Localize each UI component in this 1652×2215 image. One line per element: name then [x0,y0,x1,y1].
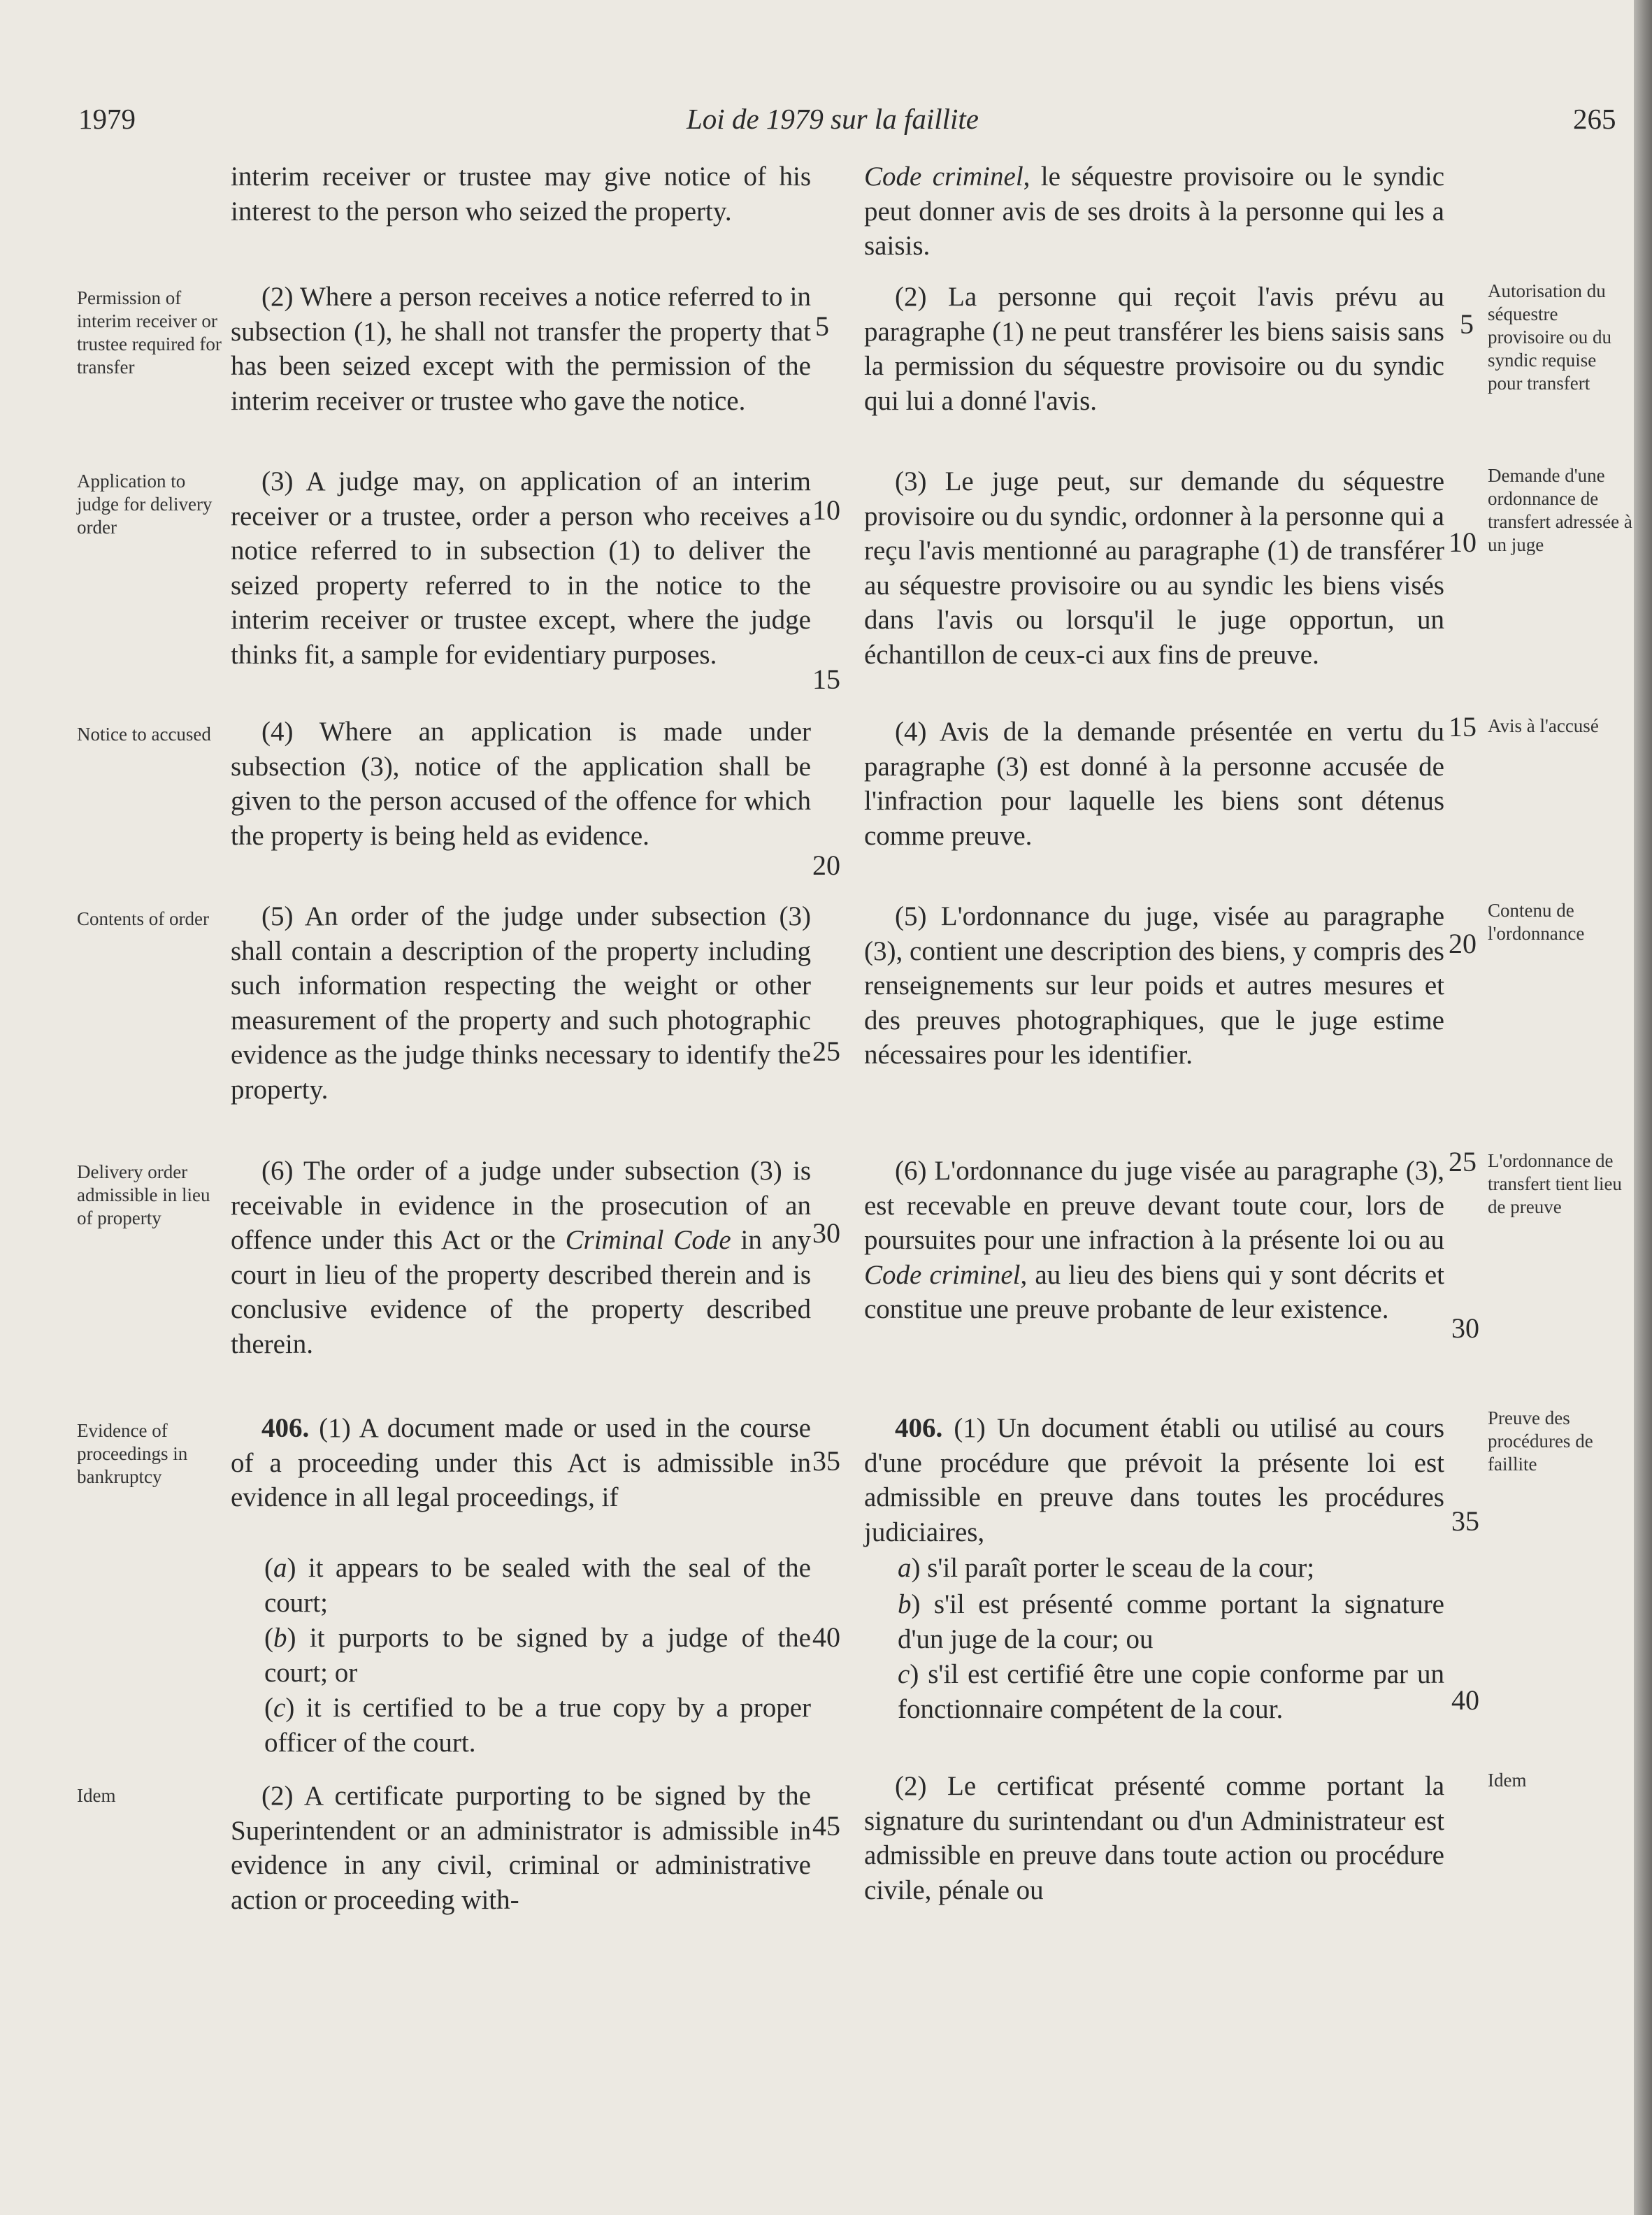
paragraph-fr-6: (6) L'ordonnance du juge visée au paragraphe (3), est recevable en preuve devant toute cour, lors de poursuites pour une infraction à la présente loi ou au Code criminel, au lieu des biens qui y sont décrits et constitue une preuve probante de leur existence. [864,1156,1444,1324]
header-title: Loi de 1979 sur la faillite [687,103,979,135]
paragraph-en-6: (6) The order of a judge under subsection (3) is receivable in evidence in the prosecution of an offence under this Act or the Criminal Code in any court in lieu of the property described therein and is conclusive evidence of the property described therein. [231,1156,812,1359]
italic-citation: Criminal Code [565,1225,731,1255]
clause-c-en: (c) it is certified to be a true copy by a proper officer of the court. [264,1693,811,1758]
clause-a-fr: a) s'il paraît porter le sceau de la cour; [898,1553,1315,1583]
line-number-en: 45 [812,1810,840,1842]
margin-note-fr-1: Autorisation du séquestre provisoire ou du syndic requise pour transfert [1488,280,1611,394]
paragraph-fr-3: (3) Le juge peut, sur demande du séquestre provisoire ou du syndic, ordonner à la personne qui a reçu l'avis mentionné au paragraphe (1) de transférer au séquestre provisoire ou au syndic les biens visés dans l'avis ou lorsqu'il le juge opportun, un échantillon de ceux-ci aux fins de preuve. [864,466,1444,670]
margin-note-fr-5: L'ordonnance de transfert tient lieu de preuve [1488,1150,1622,1217]
margin-note-en-5: Delivery order admissible in lieu of property [77,1161,210,1228]
line-number-en: 10 [812,494,840,526]
margin-note-fr-3: Avis à l'accusé [1488,715,1599,736]
margin-note-en-2: Application to judge for delivery order [77,471,213,538]
paragraph-en-2: (2) Where a person receives a notice referred to in subsection (1), he shall not transfer the property that has been seized except with the permission of the interim receiver or trustee who gave the notice. [231,282,811,416]
line-number-fr: 30 [1451,1312,1479,1344]
margin-note-en-3: Notice to accused [77,724,211,745]
clause-c-fr: c) s'il est certifié être une copie conforme par un fonctionnaire compétent de la cour. [898,1659,1444,1724]
line-number-en: 40 [812,1621,840,1653]
margin-note-en-4: Contents of order [77,908,209,929]
clause-b-fr: b) s'il est présenté comme portant la signature d'un juge de la cour; ou [898,1589,1444,1654]
line-number-en: 30 [812,1217,840,1249]
line-number-en: 20 [812,850,840,881]
line-number-en: 5 [815,310,829,342]
paragraph-en-5: (5) An order of the judge under subsection (3) shall contain a description of the property including such information respecting the weight or other measurement of the property and such photographic evidence as the judge thinks necessary to identify the property. [231,901,811,1105]
section-406-en: 406. (1) A document made or used in the course of a proceeding under this Act is admissible in evidence in all legal proceedings, if [231,1413,811,1512]
margin-note-fr-4: Contenu de l'ordonnance [1488,900,1585,944]
line-number-fr: 10 [1449,526,1477,558]
paragraph-en-intro: interim receiver or trustee may give notice of his interest to the person who seized the property. [231,162,811,227]
line-number-en: 35 [812,1445,840,1477]
paragraph-fr-5: (5) L'ordonnance du juge, visée au paragraphe (3), contient une description des biens, y compris des renseignements sur leur poids et autres mesures et des preuves photographiques, que le juge estime nécessaires pour les identifier. [864,901,1444,1070]
line-number-fr: 35 [1451,1505,1479,1537]
paragraph-fr-2: (2) La personne qui reçoit l'avis prévu au paragraphe (1) ne peut transférer les biens saisis sans la permission du séquestre provisoire ou du syndic qui lui a donné l'avis. [864,282,1444,416]
line-number-fr: 15 [1449,711,1477,743]
paragraph-en-4: (4) Where an application is made under subsection (3), notice of the application shall be given to the person accused of the offence for which the property is being held as evidence. [231,717,811,851]
margin-note-fr-7: Idem [1488,1770,1527,1791]
header-page-number: 265 [1573,103,1616,135]
line-number-en: 25 [812,1035,840,1067]
clause-b-en: (b) it purports to be signed by a judge of the court; or [264,1623,811,1688]
line-number-fr: 5 [1460,308,1474,340]
paragraph-fr-4: (4) Avis de la demande présentée en vertu du paragraphe (3) est donné à la personne accusée de l'infraction pour laquelle les biens sont détenus comme preuve. [864,717,1444,851]
section-number: 406. [261,1413,310,1443]
section-number: 406. [895,1413,943,1443]
section-406-fr: 406. (1) Un document établi ou utilisé au cours d'une procédure que prévoit la présente loi est admissible en preuve dans toutes les procédures judiciaires, [864,1413,1444,1547]
italic-citation: Code criminel [864,162,1023,192]
page-edge-shadow [1634,0,1652,2215]
paragraph-en-3: (3) A judge may, on application of an interim receiver or a trustee, order a person who receives a notice referred to in subsection (1) to deliver the seized property referred to in the notice to the interim receiver or trustee except, where the judge thinks fit, a sample for evidentiary purposes. [231,466,811,670]
line-number-en: 15 [812,664,840,695]
line-number-fr: 40 [1451,1684,1479,1716]
paragraph-fr-intro: Code criminel, le séquestre provisoire ou le syndic peut donner avis de ses droits à la personne qui les a saisis. [864,162,1444,261]
margin-note-en-6: Evidence of proceedings in bankruptcy [77,1420,188,1487]
paragraph-fr-406-2: (2) Le certificat présenté comme portant la signature du surintendant ou d'un Administrateur est admissible en preuve dans toute action ou procédure civile, pénale ou [864,1771,1444,1905]
line-number-fr: 25 [1449,1146,1477,1177]
paragraph-en-406-2: (2) A certificate purporting to be signed by the Superintendent or an administrator is admissible in evidence in any civil, criminal or administrative action or proceeding with- [231,1781,811,1915]
italic-citation: Code criminel [864,1259,1021,1290]
margin-note-en-1: Permission of interim receiver or trustee required for transfer [77,287,222,378]
header-year: 1979 [78,103,136,135]
clause-a-en: (a) it appears to be sealed with the seal of the court; [264,1553,811,1618]
margin-note-fr-2: Demande d'une ordonnance de transfert adressée à un juge [1488,465,1632,555]
line-number-fr: 20 [1449,928,1477,959]
margin-note-en-7: Idem [77,1785,116,1806]
margin-note-fr-6: Preuve des procédures de faillite [1488,1407,1593,1475]
